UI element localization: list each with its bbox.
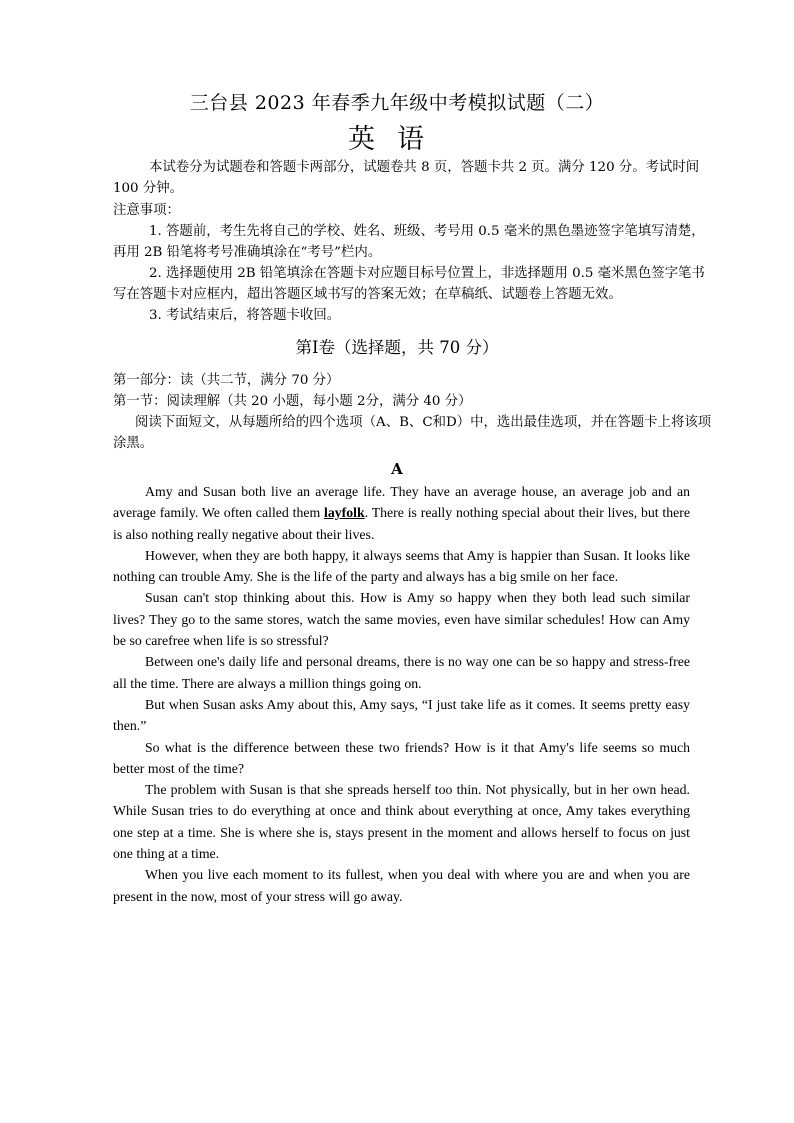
passage-paragraph: But when Susan asks Amy about this, Amy says, “I just take life as it comes. It seems pretty easy then.” bbox=[113, 696, 690, 734]
section-title: 第Ⅰ卷（选择题，共 70 分） bbox=[295, 338, 499, 357]
passage-paragraph: So what is the difference between these two friends? How is it that Amy's life seems so much better most of the time? bbox=[113, 739, 690, 776]
subject-title: 英语 bbox=[348, 124, 446, 155]
notes-list bbox=[113, 221, 713, 326]
passage-paragraph: When you live each moment to its fullest, when you deal with where you are and when you are present in the now, most of your stress will go away. bbox=[113, 867, 690, 904]
passage-paragraph: Between one's daily life and personal dreams, there is no way one can be so happy and stress-free all the time. There are always a million things going on. bbox=[113, 654, 690, 691]
exam-title: 三台县 2023 年春季九年级中考模拟试题（二） bbox=[189, 92, 605, 114]
exam-intro: 本试卷分为试题卷和答题卡两部分，试题卷共 8 页，答题卡共 2 页。满分 120 分。考试时间 100 分钟。 bbox=[113, 160, 700, 196]
reading-instruction: 阅读下面短文，从每题所给的四个选项（A、B、C和D）中，选出最佳选项，并在答题卡上将该项涂黑。 bbox=[113, 415, 712, 451]
passage-paragraph: The problem with Susan is that she spreads herself too thin. Not physically, but in her own head. While Susan tries to do everything at once and think about everything at once, Amy takes everything one step at a time. She is where she is, stays present in the moment and allows herself to focus on just one thing at a time. bbox=[113, 782, 690, 862]
part-heading: 第一部分：读（共二节，满分 70 分） bbox=[113, 373, 340, 388]
paragraph-text: Amy and Susan both live an average life. They have an average house, an average job and an average family. We often called them bbox=[113, 484, 690, 521]
paragraph-text: . There is really nothing special about their lives, but there is also nothing really negative about their lives. bbox=[113, 505, 690, 542]
part-subheading: 第一节：阅读理解（共 20 小题，每小题 2分，满分 40 分） bbox=[113, 394, 472, 409]
notes-heading: 注意事项： bbox=[113, 203, 180, 218]
keyword-layfolk: layfolk bbox=[324, 505, 365, 521]
note-item: 1. 答题前，考生先将自己的学校、姓名、班级、考号用 0.5 毫米的黑色墨迹签字笔填写清楚，再用 2B 铅笔将考号准确填涂在“考号”栏内。 bbox=[113, 224, 705, 260]
passage-paragraph: Susan can't stop thinking about this. How is Amy so happy when they both lead such similar lives? They go to the same stores, watch the same movies, even have similar schedules! How can Amy be so carefree when life is so stressful? bbox=[113, 590, 690, 649]
part-one bbox=[113, 370, 713, 454]
note-item: 3. 考试结束后，将答题卡收回。 bbox=[149, 308, 341, 323]
passage-a bbox=[113, 481, 690, 907]
passage-label: A bbox=[391, 460, 403, 478]
passage-paragraph bbox=[113, 481, 690, 545]
passage-paragraph: However, when they are both happy, it always seems that Amy is happier than Susan. It looks like nothing can trouble Amy. She is the life of the party and always has a big smile on her face. bbox=[113, 547, 690, 585]
note-item: 2. 选择题使用 2B 铅笔填涂在答题卡对应题目标号位置上，非选择题用 0.5 毫米黑色签字笔书写在答题卡对应框内，超出答题区域书写的答案无效；在草稿纸、试题卷上答题无效。 bbox=[113, 266, 705, 302]
